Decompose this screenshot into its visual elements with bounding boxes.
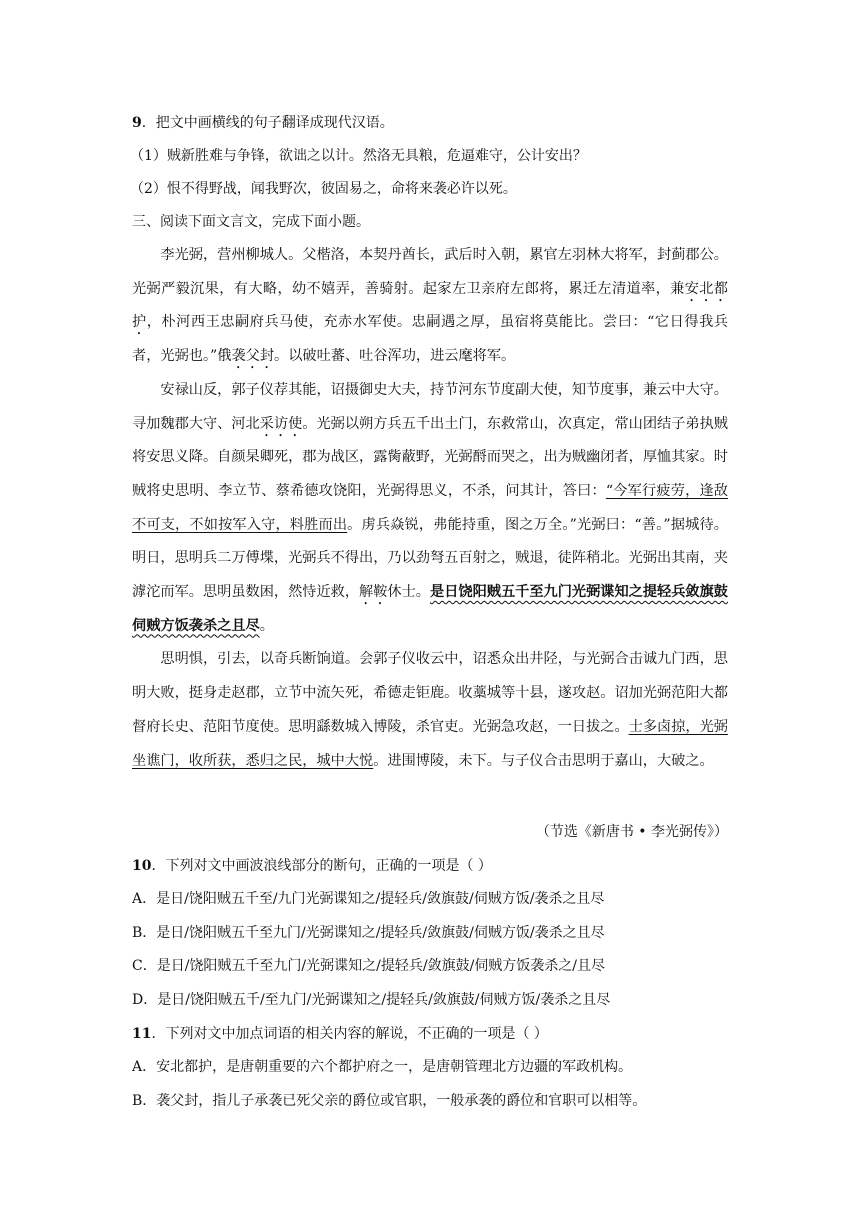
question-11-stem bbox=[132, 1024, 548, 1044]
dotted-term-xi-fu-feng: 袭父封 bbox=[231, 348, 275, 365]
question-text: ．下列对文中加点词语的相关内容的解说，不正确的一项是（ ） bbox=[151, 1026, 548, 1042]
question-10-option-b[interactable]: B．是日/饶阳贼五千至九门/光弼谍知之/提轻兵/敛旗鼓/伺贼方饭/袭杀之且尽 bbox=[132, 925, 605, 941]
passage-paragraph-2: 安禄山反，郭子仪荐其能，诏摄御史大夫，持节河东节度副大使，知节度事，兼云中大守。寻加魏郡大守、河北采访使。光弼以朔方兵五千出土门，东救常山，次真定，常山团结子弟执贼将安思义降。自颜杲卿死，郡为战区，露胔蔽野，光弼酹而哭之，出为贼幽闭者，厚恤其家。时贼将史思明、李立节、蔡希德攻饶阳，光弼得思义，不杀，问其计，答曰：“今军行疲劳，逢敌不可支，不如按军入守，料胜而出。虏兵焱锐，弗能持重，图之万全。”光弼曰：“善。”据城待。明日，思明兵二万傅堞，光弼兵不得出，乃以劲弩五百射之，贼退，徒阵稍北。光弼出其南，夹滹沱而军。思明虽数困，然恃近救，解鞍休士。是日饶阳贼五千至九门光弼谍知之提轻兵敛旗鼓伺贼方饭袭杀之且尽。 bbox=[132, 381, 728, 634]
dotted-term-anbei-duhu: 安北都护 bbox=[132, 280, 728, 331]
question-11-option-b[interactable]: B．袭父封，指儿子承袭已死父亲的爵位或官职，一般承袭的爵位和官职可以相等。 bbox=[132, 1093, 647, 1109]
question-9-sentence-1: （1）贼新胜难与争锋，欲诎之以计。然洛无具粮，危逼难守，公计安出？ bbox=[130, 148, 587, 164]
question-10-option-c[interactable]: C．是日/饶阳贼五千至九门/光弼谍知之/提轻兵/敛旗鼓/伺贼方饭袭杀之/且尽 bbox=[132, 958, 606, 974]
question-text: ．下列对文中画波浪线部分的断句，正确的一项是（ ） bbox=[151, 858, 492, 874]
classical-passage bbox=[132, 239, 728, 778]
question-number: 9 bbox=[132, 115, 142, 131]
underlined-sentence-1: “今军行疲劳，逢敌不可支，不如按军入守，料胜而出 bbox=[132, 482, 728, 533]
question-10-option-d[interactable]: D．是日/饶阳贼五千/至九门/光弼谍知之/提轻兵/敛旗鼓/伺贼方饭/袭杀之且尽 bbox=[132, 992, 611, 1008]
dotted-term-jie-an: 解鞍 bbox=[359, 584, 388, 601]
underlined-sentence-2: 士多卤掠，光弼坐谯门，收所获，悉归之民，城中大悦 bbox=[132, 718, 728, 769]
question-9-stem bbox=[132, 113, 394, 133]
source-citation: （节选《新唐书 • 李光弼传》） bbox=[535, 824, 728, 840]
section-3-heading: 三、阅读下面文言文，完成下面小题。 bbox=[132, 214, 370, 230]
passage-paragraph-1: 李光弼，营州柳城人。父楷洛，本契丹酋长，武后时入朝，累官左羽林大将军，封蓟郡公。光弼严毅沉果，有大略，幼不嬉弄，善骑射。起家左卫亲府左郎将，累迁左清道率，兼安北都护，朴河西王忠嗣府兵马使，充赤水军使。忠嗣遇之厚，虽宿将莫能比。尝曰：“它日得我兵者，光弼也。”俄袭父封。以破吐蕃、吐谷浑功，进云麾将军。 bbox=[132, 247, 728, 365]
question-10-stem bbox=[132, 856, 492, 876]
question-9-sentence-2: （2）恨不得野战，闻我野次，彼固易之，命将来袭必许以死。 bbox=[130, 181, 517, 197]
dotted-term-caifang-shi: 采访使 bbox=[259, 415, 303, 432]
wavy-underlined-sentence: 是日饶阳贼五千至九门光弼谍知之提轻兵敛旗鼓伺贼方饭袭杀之且尽 bbox=[132, 584, 728, 634]
question-number: 10 bbox=[132, 858, 152, 874]
passage-paragraph-3: 思明惧，引去，以奇兵断饷道。会郭子仪收云中，诏悉众出井陉，与光弼合击诚九门西，思明大败，挺身走赵郡，立节中流矢死，希德走钜鹿。收藁城等十县，遂攻赵。诏加光弼范阳大都督府长史、范阳节度使。思明繇数城入博陵，杀官吏。光弼急攻赵，一日拔之。士多卤掠，光弼坐谯门，收所获，悉归之民，城中大悦。进围博陵，未下。与子仪合击思明于嘉山，大破之。 bbox=[132, 651, 728, 769]
question-11-option-a[interactable]: A．安北都护，是唐朝重要的六个都护府之一，是唐朝管理北方边疆的军政机构。 bbox=[132, 1059, 633, 1075]
question-10-option-a[interactable]: A．是日/饶阳贼五千至/九门光弼谍知之/提轻兵/敛旗鼓/伺贼方饭/袭杀之且尽 bbox=[132, 891, 605, 907]
question-number: 11 bbox=[132, 1026, 152, 1042]
question-text: ．把文中画横线的句子翻译成现代汉语。 bbox=[141, 115, 394, 131]
